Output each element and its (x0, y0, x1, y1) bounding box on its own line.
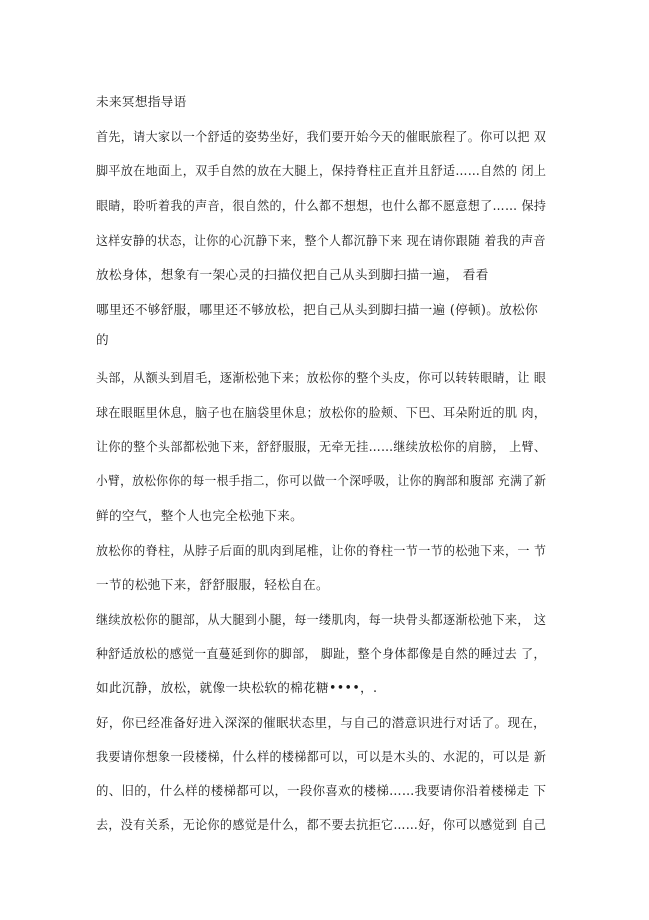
text-line: 这样安静的状态，让你的心沉静下来，整个人都沉静下来 现在请你跟随 着我的声音 (96, 233, 546, 248)
text-line: 小臂，放松你你的每一根手指二，你可以做一个深呼吸，让你的胸部和腹部 充满了新 (96, 473, 547, 488)
text-line: 继续放松你的腿部，从大腿到小腿，每一缕肌肉，每一块骨头都逐渐松弛下来， 这 (96, 612, 547, 627)
text-line: 脚平放在地面上，双手自然的放在大腿上，保持脊柱正直并且舒适……自然的 闭上 (96, 163, 547, 178)
text-line: 去，没有关系，无论你的感觉是什么，都不要去抗拒它……好，你可以感觉到 自己 (96, 817, 547, 832)
text-line: 我要请你想象一段楼梯，什么样的楼梯都可以，可以是木头的、水泥的，可以是 新 (96, 749, 547, 764)
text-line: 鲜的空气，整个人也完全松弛下来。 (96, 508, 304, 523)
text-line: 头部，从额头到眉毛，逐渐松弛下来；放松你的整个头皮，你可以转转眼睛，让 眼 (96, 370, 547, 385)
text-line: 好，你已经准备好进入深深的催眠状态里，与自己的潜意识进行对话了。现在， (96, 715, 547, 730)
text-line: 放松身体，想象有一架心灵的扫描仪把自己从头到脚扫描一遍， 看看 (96, 267, 489, 282)
document-title: 未来冥想指导语 (96, 94, 187, 109)
text-line: 的、旧的，什么样的楼梯都可以，一段你喜欢的楼梯……我要请你沿着楼梯走 下 (96, 783, 547, 798)
text-line: 放松你的脊柱，从脖子后面的肌肉到尾椎，让你的脊柱一节一节的松弛下来，一 节 (96, 543, 547, 558)
text-line: 让你的整个头部都松弛下来，舒舒服服，无牵无挂……继续放松你的肩膀， 上臂、 (96, 439, 547, 454)
text-line: 如此沉静，放松，就像一块松软的棉花糖••••，. (96, 680, 378, 695)
text-line: 哪里还不够舒服，哪里还不够放松，把自己从头到脚扫描一遍 (停顿)。放松你 (96, 302, 539, 317)
text-line: 的 (96, 332, 109, 347)
text-line: 一节的松弛下来，舒舒服服，轻松自在。 (96, 577, 329, 592)
text-line: 眼睛，聆听着我的声音，很自然的，什么都不想想，也什么都不愿意想了…… 保持 (96, 198, 547, 213)
text-line: 首先，请大家以一个舒适的姿势坐好，我们要开始今天的催眠旅程了。你可以把 双 (96, 129, 547, 144)
text-line: 球在眼眶里休息，脑子也在脑袋里休息；放松你的脸颊、下巴、耳朵附近的肌 肉， (96, 405, 547, 420)
text-line: 种舒适放松的感觉一直蔓延到你的脚部， 脚趾，整个身体都像是自然的睡过去 了， (96, 646, 546, 661)
